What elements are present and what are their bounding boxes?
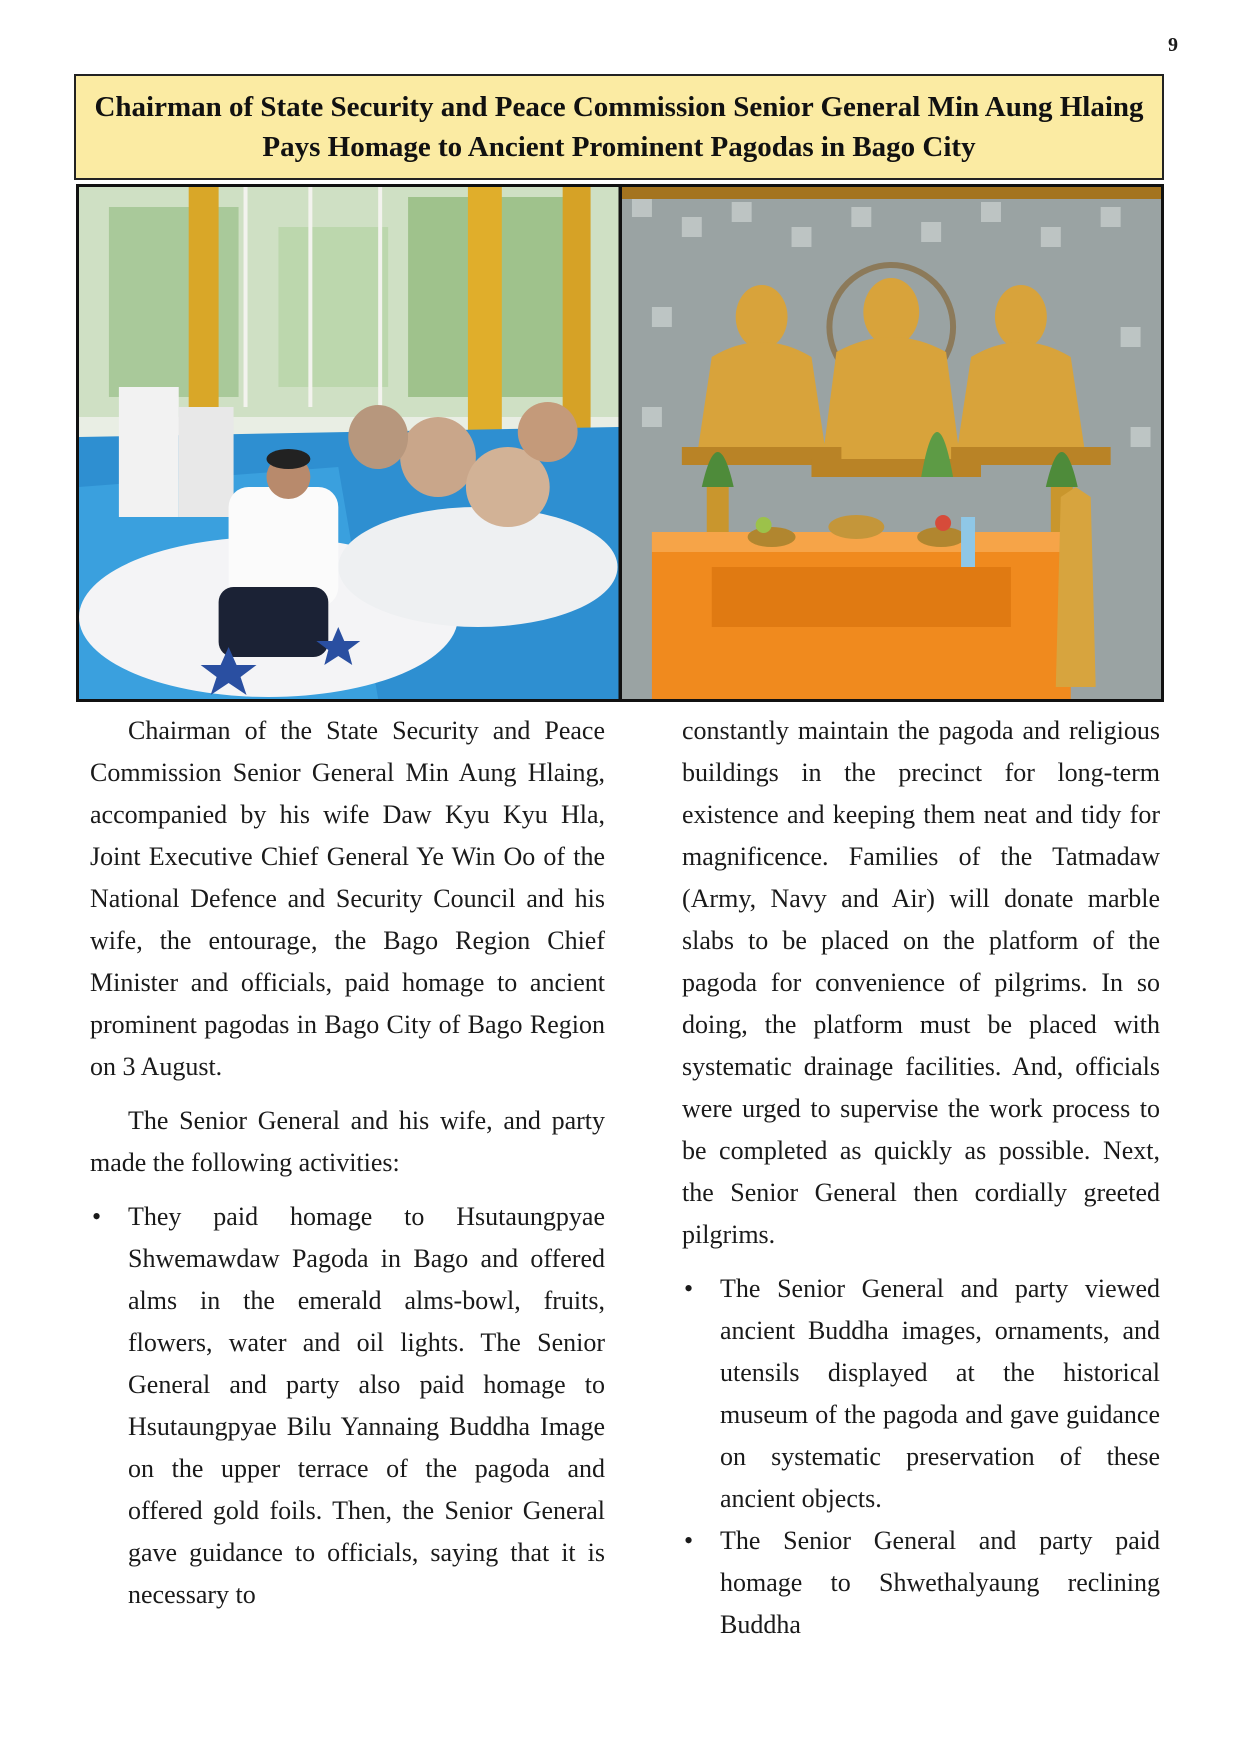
list-item-museum: • The Senior General and party viewed ancient Buddha images, ornaments, and utensils displayed at the historical museum of the pagoda and gave guidance on systematic preservation of these ancient objects. [682,1268,1160,1520]
photo-worshippers [79,187,619,699]
list-item-shwemawdaw: • They paid homage to Hsutaungpyae Shwemawdaw Pagoda in Bago and offered alms in the emerald alms-bowl, fruits, flowers, water and oil lights. The Senior General and party also paid homage to Hsutaungpyae Bilu Yannaing Buddha Image on the upper terrace of the pagoda and offered gold foils. Then, the Senior General gave guidance to officials, saying that it is necessary to [90,1196,605,1616]
list-item-shwethalyaung: • The Senior General and party paid homage to Shwethalyaung reclining Buddha [682,1520,1160,1646]
photo-buddha-images [622,187,1162,699]
right-column [682,710,1160,1658]
page-number: 9 [1168,34,1178,56]
photo-strip [76,184,1164,702]
paragraph-intro: Chairman of the State Security and Peace Commission Senior General Min Aung Hlaing, accompanied by his wife Daw Kyu Kyu Hla, Joint Executive Chief General Ye Win Oo of the National Defence and Security Council and his wife, the entourage, the Bago Region Chief Minister and officials, paid homage to ancient prominent pagodas in Bago City of Bago Region on 3 August. [90,716,605,1081]
activity-list-continued [682,1268,1160,1646]
paragraph-continued: constantly maintain the pagoda and religious buildings in the precinct for long-term existence and keeping them neat and tidy for magnificence. Families of the Tatmadaw (Army, Navy and Air) will donate marble slabs to be placed on the platform of the pagoda for convenience of pilgrims. In so doing, the platform must be placed with systematic drainage facilities. And, officials were urged to supervise the work process to be completed as quickly as possible. Next, the Senior General then cordially greeted pilgrims. [682,716,1160,1249]
activity-list [90,1196,605,1616]
paragraph-activities: The Senior General and his wife, and party made the following activities: [90,1106,605,1177]
article-title: Chairman of State Security and Peace Commission Senior General Min Aung Hlaing Pays Homage to Ancient Prominent Pagodas in Bago City [94,91,1144,163]
left-column [90,710,605,1628]
article-title-box [74,74,1164,180]
